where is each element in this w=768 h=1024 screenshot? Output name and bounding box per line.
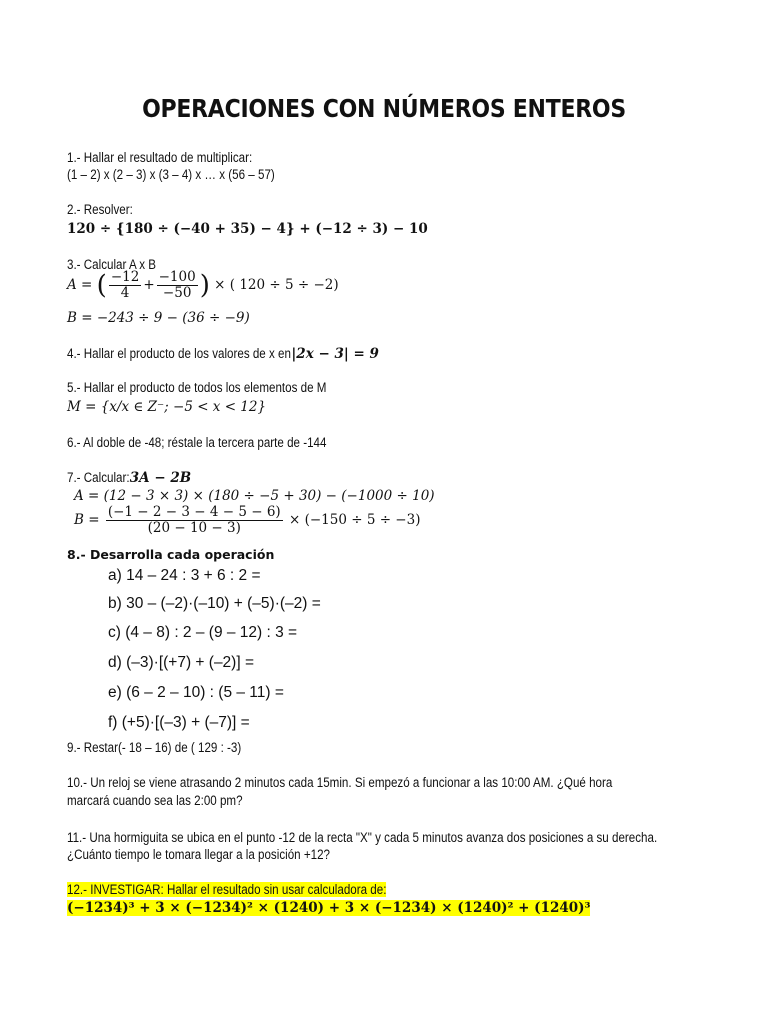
problem-7-label-expression: 3A − 2B bbox=[129, 470, 192, 486]
problem-8-label: 8.- Desarrolla cada operación bbox=[67, 547, 275, 562]
problem-3-b-expression: B = −243 ÷ 9 − (36 ÷ −9) bbox=[67, 310, 250, 326]
problem-8-item-b: b) 30 – (–2)·(–10) + (–5)·(–2) = bbox=[108, 595, 321, 612]
problem-4-line bbox=[67, 346, 379, 362]
fraction-1-numerator: −12 bbox=[110, 269, 140, 285]
a-lhs: A = bbox=[67, 277, 97, 293]
page-title: OPERACIONES CON NÚMEROS ENTEROS bbox=[142, 94, 626, 123]
problem-8-item-d: d) (–3)·[(+7) + (–2)] = bbox=[108, 654, 255, 671]
problem-4-label: 4.- Hallar el producto de los valores de x en bbox=[67, 346, 291, 361]
problem-3-label: 3.- Calcular A x B bbox=[67, 257, 157, 272]
problem-3-a-expression bbox=[67, 270, 339, 301]
close-paren: ) bbox=[199, 270, 210, 301]
problem-10-line-2: marcará cuando sea las 2:00 pm? bbox=[67, 793, 243, 808]
problem-12-label: 12.- INVESTIGAR: Hallar el resultado sin usar calculadora de: bbox=[67, 882, 387, 897]
problem-10-line-1: 10.- Un reloj se viene atrasando 2 minutos cada 15min. Si empezó a funcionar a las 10:00 AM. ¿Qué hora bbox=[67, 775, 613, 790]
problem-7-b-expression bbox=[74, 505, 420, 536]
problem-8-item-e: e) (6 – 2 – 10) : (5 – 11) = bbox=[108, 684, 284, 701]
fraction-1 bbox=[109, 270, 142, 301]
problem-1-label: 1.- Hallar el resultado de multiplicar: bbox=[67, 150, 253, 165]
problem-5-label: 5.- Hallar el producto de todos los elementos de M bbox=[67, 380, 327, 395]
problem-8-item-c: c) (4 – 8) : 2 – (9 – 12) : 3 = bbox=[108, 624, 298, 641]
b-rest: × (−150 ÷ 5 ÷ −3) bbox=[288, 512, 421, 528]
open-paren: ( bbox=[96, 270, 107, 301]
fraction-2 bbox=[157, 270, 198, 301]
problem-7-a-expression: A = (12 − 3 × 3) × (180 ÷ −5 + 30) − (−1000 ÷ 10) bbox=[74, 488, 435, 504]
fraction-b-numerator: (−1 − 2 − 3 − 4 − 5 − 6) bbox=[107, 504, 281, 520]
problem-5-expression: M = {x/x ∈ Z⁻; −5 < x < 12} bbox=[67, 399, 267, 415]
problem-8-item-f: f) (+5)·[(–3) + (–7)] = bbox=[108, 714, 250, 731]
problem-8-item-a: a) 14 – 24 : 3 + 6 : 2 = bbox=[108, 567, 261, 584]
fraction-1-denominator: 4 bbox=[120, 285, 130, 301]
problem-11-line-1: 11.- Una hormiguita se ubica en el punto -12 de la recta "X" y cada 5 minutos avanza dos posiciones a su derecha. bbox=[67, 830, 658, 845]
problem-12-expression: (−1234)³ + 3 × (−1234)² × (1240) + 3 × (−1234) × (1240)² + (1240)³ bbox=[67, 900, 591, 916]
problem-9-label: 9.- Restar(- 18 – 16) de ( 129 : -3) bbox=[67, 740, 242, 755]
problem-6-label: 6.- Al doble de -48; réstale la tercera parte de -144 bbox=[67, 435, 327, 450]
problem-4-expression: |2x − 3| = 9 bbox=[291, 346, 379, 362]
problem-2-label: 2.- Resolver: bbox=[67, 202, 133, 217]
b-lhs: B = bbox=[74, 512, 104, 528]
problem-1-expression: (1 – 2) x (2 – 3) x (3 – 4) x … x (56 – 57) bbox=[67, 167, 275, 182]
fraction-2-numerator: −100 bbox=[158, 269, 196, 285]
problem-7-line bbox=[67, 470, 191, 486]
a-rest: × ( 120 ÷ 5 ÷ −2) bbox=[214, 277, 339, 293]
fraction-b bbox=[106, 505, 283, 536]
plus-sign: + bbox=[143, 277, 155, 293]
problem-2-expression: 120 ÷ {180 ÷ (−40 + 35) − 4} + (−12 ÷ 3) − 10 bbox=[67, 221, 428, 237]
fraction-2-denominator: −50 bbox=[162, 285, 192, 301]
problem-7-label: 7.- Calcular: bbox=[67, 470, 130, 485]
fraction-b-denominator: (20 − 10 − 3) bbox=[147, 520, 241, 536]
problem-11-line-2: ¿Cuánto tiempo le tomara llegar a la posición +12? bbox=[67, 847, 330, 862]
